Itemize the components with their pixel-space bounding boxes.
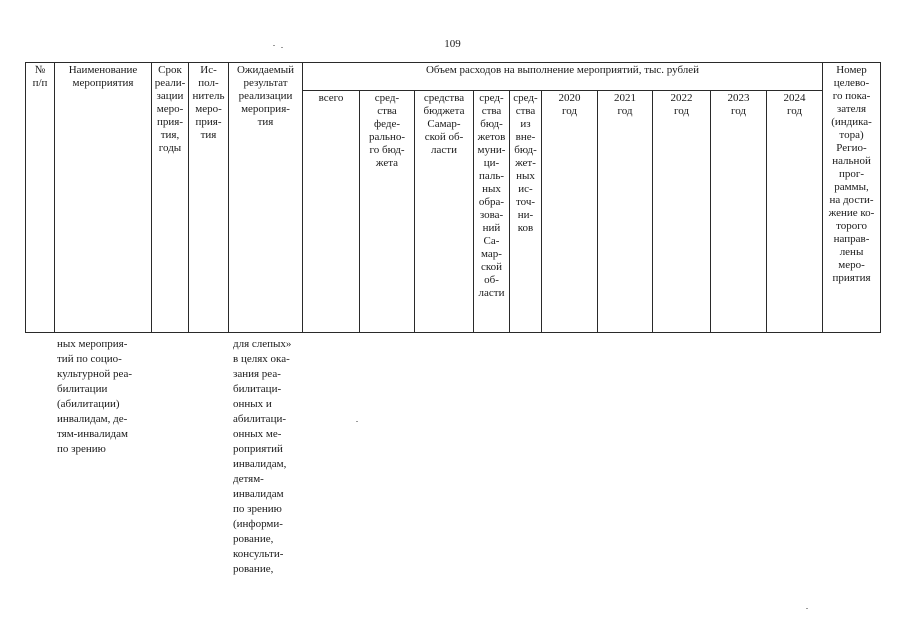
header-year-2020: 2020 год [542, 91, 598, 333]
scan-speck [356, 421, 358, 422]
page-number: 109 [444, 38, 461, 50]
scan-speck [273, 45, 275, 46]
scan-speck [806, 608, 808, 609]
header-year-2021: 2021 год [598, 91, 653, 333]
header-regional-funds: средства бюджета Самар- ской об- ласти [415, 91, 474, 333]
expenses-table [25, 62, 881, 333]
header-name: Наименование мероприятия [55, 63, 152, 333]
header-year-2024: 2024 год [767, 91, 823, 333]
header-federal-funds: сред- ства феде- рально- го бюд- жета [360, 91, 415, 333]
continuation-result-text: для слепых» в целях ока- зания реа- билитаци- онных и абилитаци- онных ме- роприятий инвалидам, детям- инвалидам по зрению (информи- рование, консульти- рование, [233, 338, 292, 575]
header-result: Ожидаемый результат реализации мероприя- тия [229, 63, 303, 333]
scan-speck [281, 47, 283, 48]
header-year-2022: 2022 год [653, 91, 711, 333]
header-expenses-group: Объем расходов на выполнение мероприятий, тыс. рублей [303, 63, 823, 91]
header-extrabudgetary-funds: сред- ства из вне- бюд- жет- ных ис- точ- ни- ков [510, 91, 542, 333]
header-row-top [26, 63, 881, 91]
header-year-2023: 2023 год [711, 91, 767, 333]
continuation-name-text: ных мероприя- тий по социо- культурной реа- билитации (абилитации) инвалидам, де- тям-инвалидам по зрению [57, 338, 133, 455]
header-executor: Ис- пол- нитель меро- прия- тия [189, 63, 229, 333]
header-total: всего [303, 91, 360, 333]
header-indicator: Номер целево- го пока- зателя (индика- тора) Регио- нальной прог- раммы, на дости- жение ко- торого направ- лены меро- приятия [823, 63, 881, 333]
header-term: Срок реали- зации меро- прия- тия, годы [152, 63, 189, 333]
header-municipal-funds: сред- ства бюд- жетов муни- ци- паль- ных обра- зова- ний Са- мар- ской об- ласти [474, 91, 510, 333]
header-num: № п/п [26, 63, 55, 333]
